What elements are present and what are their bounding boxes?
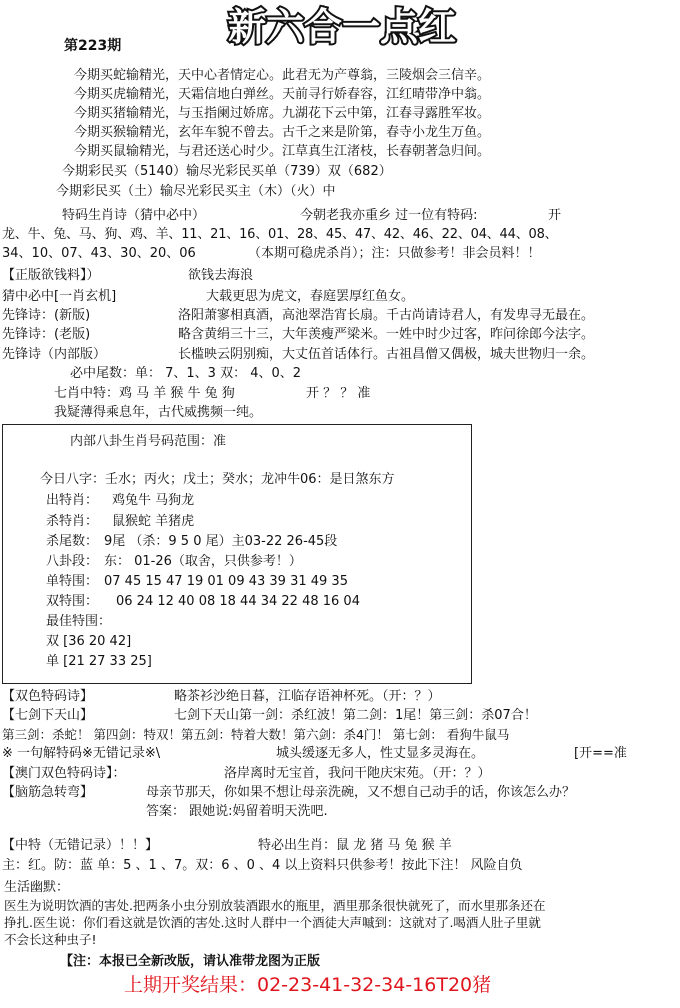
shuangse-text: 略茶衫沙绝日暮，江临存语神杯死。（开：？） xyxy=(174,689,441,704)
qijian-label: 【七剑下天山】 xyxy=(2,708,94,723)
single-value: 07 45 15 47 19 01 09 43 39 31 49 35 xyxy=(104,574,348,589)
yiju-label: ※ 一句解特码※无错记录※\ xyxy=(2,746,161,761)
poem-line: 今期买猴输精光，玄年车貌不曾去。古千之来是阶第，春寺小龙生万鱼。 xyxy=(74,125,491,140)
out-label: 出特肖： xyxy=(46,493,99,508)
tema-label: 特码生肖诗（猜中必中） xyxy=(62,208,206,223)
best-single: 单 [21 27 33 25] xyxy=(46,654,152,669)
tail-value: 9尾 （杀：9 5 0 尾）主03-22 26-45段 xyxy=(104,534,338,549)
lottery-line: 今期彩民买（5140）输尽光彩民买单（739）双（682） xyxy=(62,164,392,179)
zhengban-text: 欲钱去海浪 xyxy=(188,268,254,283)
humor-paragraph: 挣扎.医生说：你们看这就是饮酒的害处.这时人群中一个酒徒大声嘁到：这就对了.喝酒人肚子里就 xyxy=(4,915,541,930)
yiju-tail: [开==准 xyxy=(574,746,627,761)
single-label: 单特围： xyxy=(46,574,99,589)
numbers-line: 34、10、07、43、30、20、06 xyxy=(2,246,196,261)
kill-label: 杀特肖： xyxy=(46,514,99,529)
xianfeng-text: 洛阳萧寥相真酒，高池翠浩宵长扇。千古尚请诗君人，有发卑寻无最在。 xyxy=(178,308,595,323)
best-double: 双 [36 20 42] xyxy=(46,634,132,649)
zhongte-text: 特必出生肖：鼠 龙 猪 马 兔 猴 羊 xyxy=(258,838,452,853)
naojin-label: 【脑筋急转弯】 xyxy=(2,785,94,800)
qijian-line: 七剑下天山第一剑：杀红波！第二剑：1尾！第三剑：杀07合！ xyxy=(174,708,537,723)
tail-label: 杀尾数： xyxy=(46,534,99,549)
double-value: 06 24 12 40 08 18 44 34 22 48 16 04 xyxy=(116,594,360,609)
tema-verse: 今朝老我亦重乡 过一位有特码: xyxy=(300,208,478,223)
xianfeng-label: 先锋诗（内部版） xyxy=(2,347,107,362)
xianfeng-text: 长槛映云阴别痴，大丈伍首话体行。古祖昌僧又偶极，城夫世物归一余。 xyxy=(178,347,595,362)
zhongte-label: 【中特（无错记录）！！】 xyxy=(2,838,159,853)
humor-label: 生活幽默： xyxy=(4,880,70,895)
guess-text: 大载更思为虎文，春庭罢厚红鱼女。 xyxy=(206,289,415,304)
best-label: 最佳特围： xyxy=(46,614,112,629)
poem-line: 今期买鼠输精光，与君还送心时少。江草真生江渚枝，长春朝著急归间。 xyxy=(74,144,491,159)
seg-value: 东： 01-26（取舍，只供参考！） xyxy=(104,554,302,569)
xianfeng-label: 先锋诗：(老版) xyxy=(2,327,91,342)
naojin-question: 母亲节那天，你如果不想让母亲洗碗，又不想自己动手的话，你该怎么办？ xyxy=(146,785,576,800)
notice: 【注：本报已全新改版，请认准带龙图为正版 xyxy=(60,954,321,969)
must-tail: 必中尾数：单： 7、1、3 双： 4、0、2 xyxy=(70,366,302,381)
main-note: 主：红。防：蓝 单：5 、1 、7。双：6 、0 、4 以上资料只供参考！按此下注！ 风险自负 xyxy=(2,858,523,873)
qijian-line: 第三剑：杀蛇！ 第四剑：特双！第五剑：特着大数！第六剑：杀4门！ 第七剑： 看狗牛鼠马 xyxy=(2,727,510,742)
zhengban-label: 【正版欲钱料】） xyxy=(2,268,100,283)
numbers-line: 龙、牛、兔、马、狗、鸡、羊、11、21、16、01、28、45、47、42、46、22、04、44、08、 xyxy=(2,227,558,242)
seven-first-tail: 开 ？ ？ 准 xyxy=(306,386,371,401)
issue-number: 第223期 xyxy=(64,38,122,54)
numbers-note: （本期可稳虎杀肖）；注：只做参考！非会员料！！ xyxy=(248,246,541,261)
naojin-answer: 答案： 跟她说:妈留着明天洗吧. xyxy=(146,804,328,819)
title-text: 新六合一点红 xyxy=(227,5,457,49)
poem-line: 今期买猪输精光，与玉指阑过娇席。九湖花下云中第，江春寻露胜军妆。 xyxy=(74,106,491,121)
poem-line: 今期买蛇输精光，天中心者情定心。此君无为产尊翁，三陵烟会三信辛。 xyxy=(74,68,491,83)
humor-paragraph: 医生为说明饮酒的害处.把两条小虫分别放装酒跟水的瓶里，酒里那条很快就死了，而水里那条还在 xyxy=(4,898,546,913)
out-value: 鸡兔牛 马狗龙 xyxy=(112,493,195,508)
tema-answer: 开 xyxy=(548,208,562,223)
lottery-line: 今期彩民买（土）输尽光彩民买主（木）（火）中 xyxy=(56,184,336,199)
double-label: 双特围： xyxy=(46,594,99,609)
bagua-bazi: 今日八字：壬水；丙火；戊土；癸水；龙冲牛06：是日煞东方 xyxy=(40,472,395,487)
last-result: 上期开奖结果：02-23-41-32-34-16T20猪 xyxy=(124,974,492,996)
poem-line: 今期买虎输精光，天霜信地白弹丝。天前寻行娇春容，江红晴带净中翁。 xyxy=(74,87,491,102)
shuangse-label: 【双色特码诗】 xyxy=(2,689,94,704)
kill-value: 鼠猴蛇 羊猪虎 xyxy=(112,514,195,529)
aomen-text: 洛岸离时无宝首，我问干阤庆宋苑。（开：？） xyxy=(224,766,491,781)
guess-label: 猜中必中[一肖玄机] xyxy=(2,289,117,304)
bagua-heading: 内部八卦生肖号码范围：准 xyxy=(70,434,227,449)
doubt-line: 我疑薄得乘息年，古代威携频一纯。 xyxy=(54,405,263,420)
xianfeng-label: 先锋诗：(新版) xyxy=(2,308,91,323)
title-logo xyxy=(192,2,492,50)
aomen-label: 【澳门双色特码诗】： xyxy=(2,766,126,781)
yiju-text: 城头缓逐无多人，性丈显多灵海在。 xyxy=(276,746,485,761)
seg-label: 八卦段： xyxy=(46,554,99,569)
humor-paragraph: 不会长这种虫子! xyxy=(4,932,97,947)
xianfeng-text: 略含黄绢三十三，大年羡瘦严梁米。一姓中时少过客，昨问徐郎今法字。 xyxy=(178,327,595,342)
seven-first: 七肖中特：鸡 马 羊 猴 牛 兔 狗 xyxy=(54,386,235,401)
